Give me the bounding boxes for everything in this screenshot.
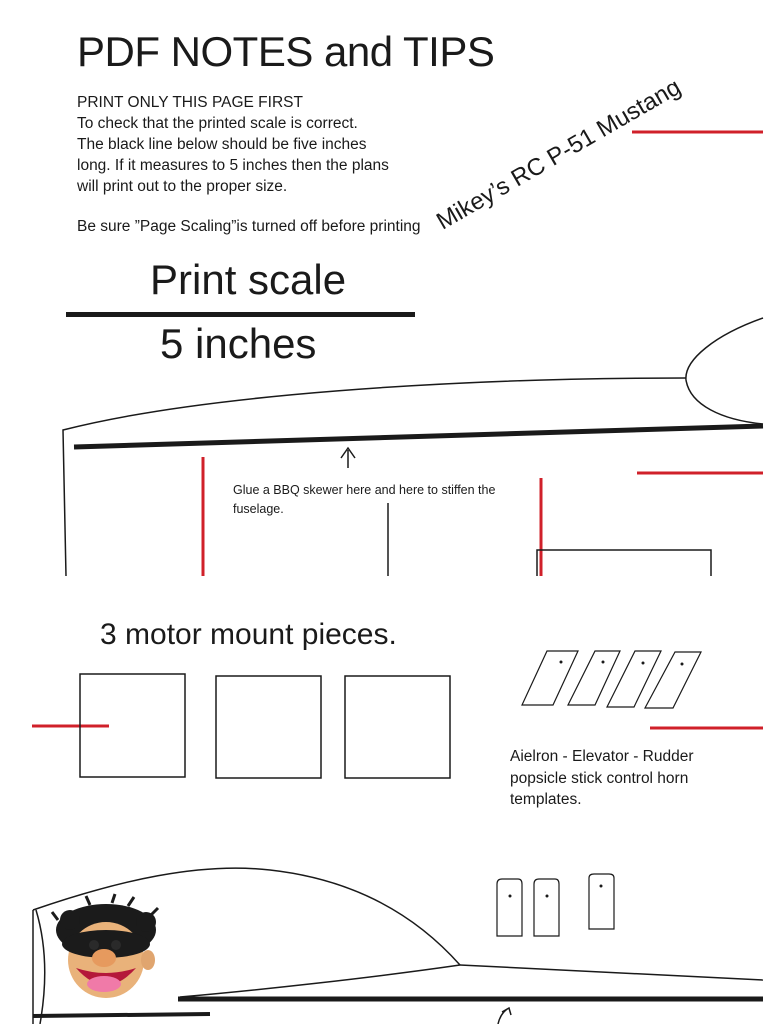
fuselage-note-line: Glue a BBQ skewer here and here to stiffen the	[233, 483, 496, 497]
motor-mount-pieces	[80, 674, 450, 778]
motor-mount-piece	[345, 676, 450, 778]
instruction-line: will print out to the proper size.	[77, 178, 288, 195]
scale-reference-line	[66, 312, 415, 317]
small-templates	[497, 874, 614, 936]
control-horn-line: templates.	[510, 791, 582, 808]
fuselage-stiffener-line	[74, 426, 763, 447]
control-horn-line: popsicle stick control horn	[510, 769, 689, 787]
control-horn-templates	[522, 651, 701, 708]
page-title: PDF NOTES and TIPS	[77, 28, 495, 75]
control-horn-label	[510, 746, 694, 811]
print-scale-length: 5 inches	[160, 320, 317, 367]
print-instructions	[77, 92, 389, 197]
instruction-line: PRINT ONLY THIS PAGE FIRST	[77, 94, 303, 111]
puppet-avatar-icon	[52, 894, 158, 998]
control-horn-template	[607, 651, 661, 707]
instruction-line: To check that the printed scale is correct.	[77, 115, 358, 132]
arrow-up-icon	[341, 448, 355, 468]
print-scale-label: Print scale	[150, 256, 347, 303]
model-name: Mikey’s RC P-51 Mustang	[432, 73, 686, 236]
instruction-line: The black line below should be five inches	[77, 136, 367, 153]
motor-mount-label: 3 motor mount pieces.	[100, 618, 397, 651]
control-horn-template	[522, 651, 578, 705]
fuselage-note	[233, 481, 495, 519]
instruction-line: long. If it measures to 5 inches then the plans	[77, 157, 389, 174]
control-horn-template	[645, 652, 701, 708]
page-scaling-note: Be sure ”Page Scaling”is turned off before printing	[77, 218, 421, 235]
motor-mount-piece	[216, 676, 321, 778]
control-horn-line: Aielron - Elevator - Rudder	[510, 748, 694, 765]
fuselage-note-line: fuselage.	[233, 502, 284, 516]
